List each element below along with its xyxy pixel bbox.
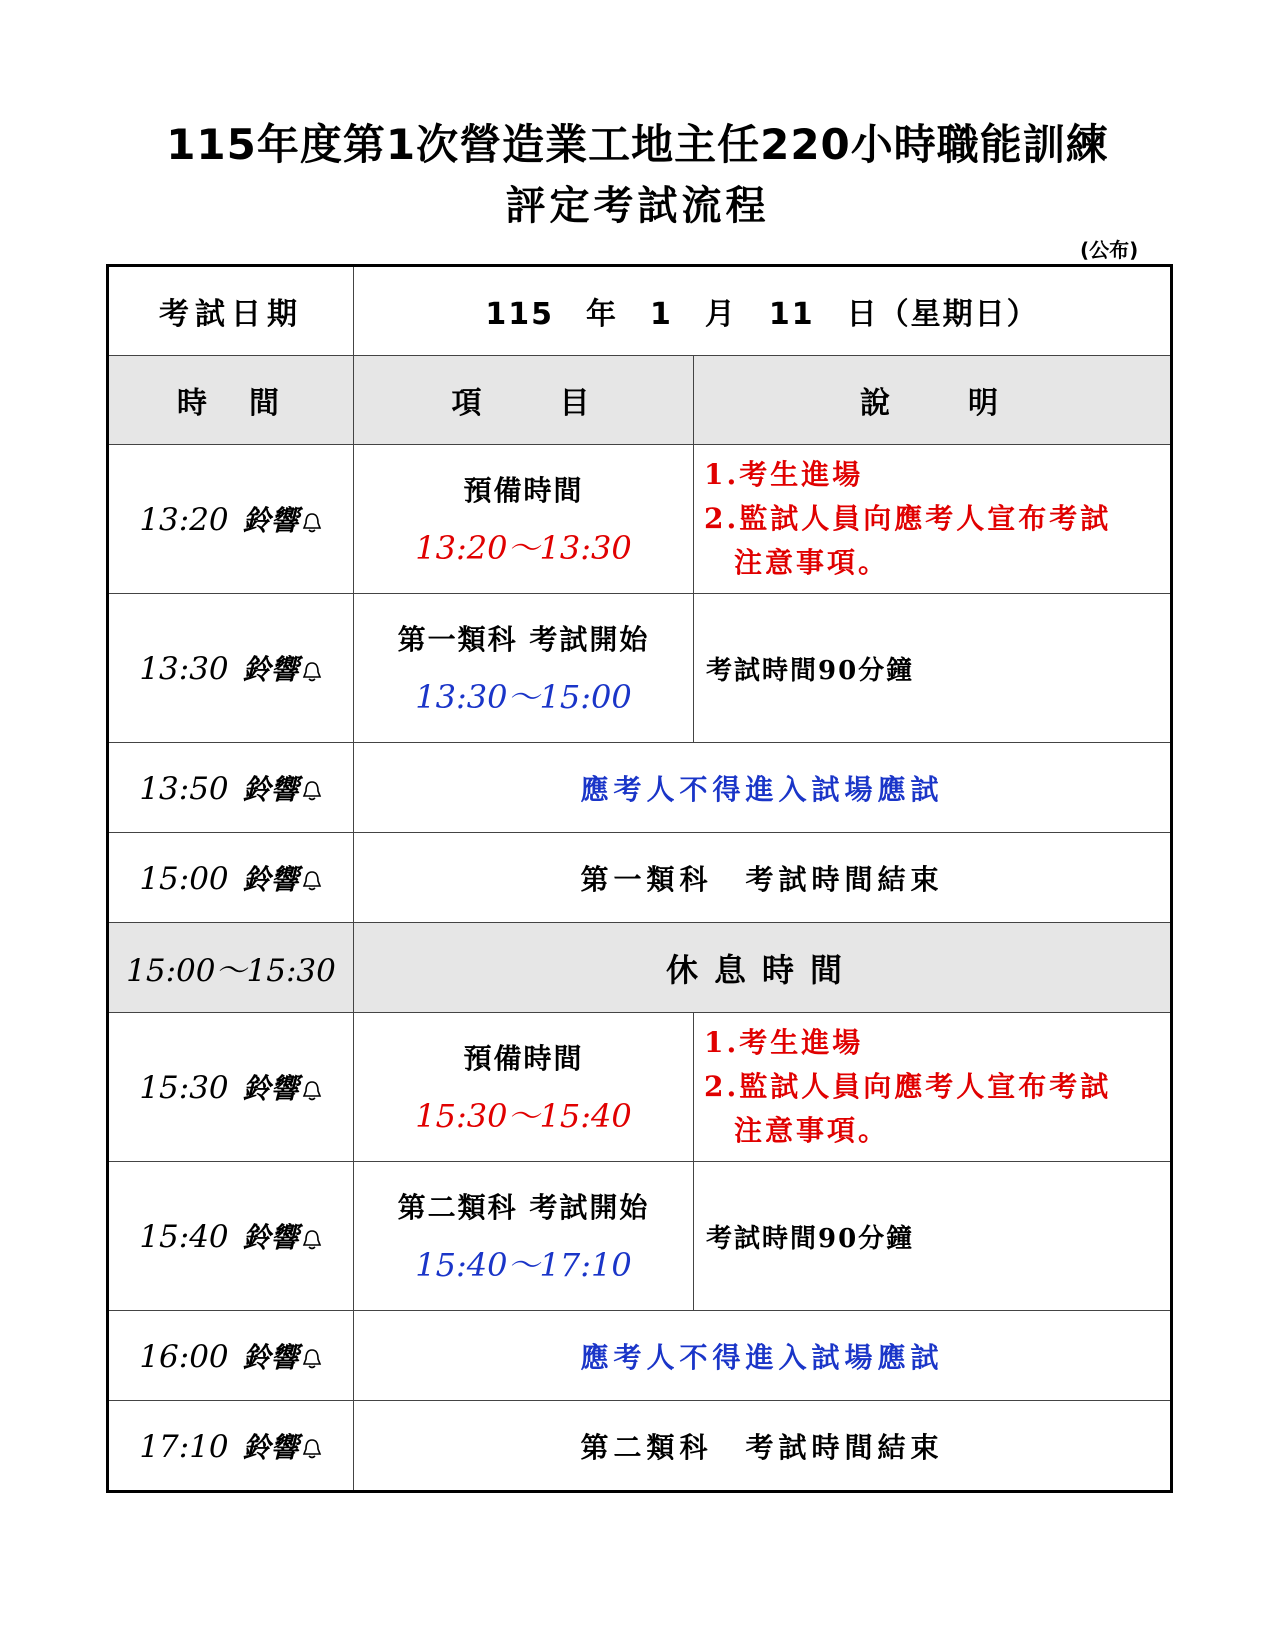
item-name: 預備時間 xyxy=(463,474,584,507)
item-name: 預備時間 xyxy=(463,1042,584,1075)
time-cell xyxy=(108,833,354,923)
ring-label: 鈴響 xyxy=(242,862,299,896)
document-title: 115年度第1次營造業工地主任220小時職能訓練 xyxy=(166,120,1109,169)
time-cell xyxy=(108,743,354,833)
item-cell xyxy=(354,1013,694,1162)
time-value: 17:10 xyxy=(139,1428,229,1465)
ring-label: 鈴響 xyxy=(242,772,299,806)
item-name: 第二類科 考試開始 xyxy=(397,1191,650,1224)
ring-label: 鈴響 xyxy=(242,504,299,537)
time-value: 15:40 xyxy=(139,1219,229,1255)
merged-notice: 第二類科 考試時間結束 xyxy=(354,1401,1172,1492)
time-value: 13:20 xyxy=(139,502,229,538)
time-value: 13:50 xyxy=(139,770,229,807)
ring-label: 鈴響 xyxy=(242,1221,299,1254)
exam-schedule-table xyxy=(106,264,1173,1493)
bell-icon xyxy=(301,1079,323,1101)
bell-icon xyxy=(301,869,323,891)
table-row xyxy=(108,445,1172,594)
desc-cell xyxy=(694,1013,1172,1162)
time-cell xyxy=(108,1401,354,1492)
break-label: 休息時間 xyxy=(354,923,1172,1013)
desc-cell: 考試時間90分鐘 xyxy=(694,594,1172,743)
item-cell xyxy=(354,1162,694,1311)
merged-notice: 第一類科 考試時間結束 xyxy=(354,833,1172,923)
table-row xyxy=(108,1311,1172,1401)
header-time: 時 間 xyxy=(108,356,354,445)
table-row xyxy=(108,1401,1172,1492)
time-value: 15:00 xyxy=(139,860,229,897)
desc-cell xyxy=(694,445,1172,594)
item-range: 15:30～15:40 xyxy=(415,1097,632,1135)
table-row xyxy=(108,1162,1172,1311)
exam-date-row xyxy=(108,266,1172,356)
desc-line: 注意事項。 xyxy=(734,546,890,579)
bell-icon xyxy=(301,1347,323,1369)
time-cell xyxy=(108,594,354,743)
table-row xyxy=(108,1013,1172,1162)
ring-label: 鈴響 xyxy=(242,1430,299,1464)
merged-notice: 應考人不得進入試場應試 xyxy=(354,1311,1172,1401)
header-desc: 說 明 xyxy=(694,356,1172,445)
item-range: 15:40～17:10 xyxy=(415,1246,632,1284)
table-row xyxy=(108,743,1172,833)
ring-label: 鈴響 xyxy=(242,1340,299,1374)
ring-label: 鈴響 xyxy=(242,653,299,686)
ring-label: 鈴響 xyxy=(242,1072,299,1105)
document-subtitle: 評定考試流程 xyxy=(505,183,770,229)
desc-line: 2.監試人員向應考人宣布考試 xyxy=(704,502,1112,535)
table-row xyxy=(108,833,1172,923)
bell-icon xyxy=(301,779,323,801)
table-row xyxy=(108,594,1172,743)
item-range: 13:20～13:30 xyxy=(415,529,632,567)
item-name: 第一類科 考試開始 xyxy=(397,623,650,656)
time-value: 15:30 xyxy=(139,1070,229,1106)
time-cell xyxy=(108,923,354,1013)
header-item: 項 目 xyxy=(354,356,694,445)
item-range: 13:30～15:00 xyxy=(415,678,632,716)
time-cell xyxy=(108,1311,354,1401)
desc-line: 1.考生進場 xyxy=(704,458,864,491)
bell-icon xyxy=(301,1228,323,1250)
publish-note: (公布) xyxy=(1080,238,1139,262)
time-value: 15:00～15:30 xyxy=(126,953,336,989)
time-value: 13:30 xyxy=(139,651,229,687)
exam-date-label: 考試日期 xyxy=(108,266,354,356)
bell-icon xyxy=(301,511,323,533)
bell-icon xyxy=(301,1437,323,1459)
merged-notice: 應考人不得進入試場應試 xyxy=(354,743,1172,833)
item-cell xyxy=(354,594,694,743)
desc-line: 注意事項。 xyxy=(734,1114,890,1147)
time-cell xyxy=(108,1162,354,1311)
time-cell xyxy=(108,445,354,594)
item-cell xyxy=(354,445,694,594)
desc-cell: 考試時間90分鐘 xyxy=(694,1162,1172,1311)
time-value: 16:00 xyxy=(139,1338,229,1375)
desc-line: 2.監試人員向應考人宣布考試 xyxy=(704,1070,1112,1103)
table-row xyxy=(108,923,1172,1013)
column-header-row xyxy=(108,356,1172,445)
desc-line: 1.考生進場 xyxy=(704,1026,864,1059)
bell-icon xyxy=(301,660,323,682)
time-cell xyxy=(108,1013,354,1162)
exam-date-value: 115 年 1 月 11 日（星期日） xyxy=(354,266,1172,356)
